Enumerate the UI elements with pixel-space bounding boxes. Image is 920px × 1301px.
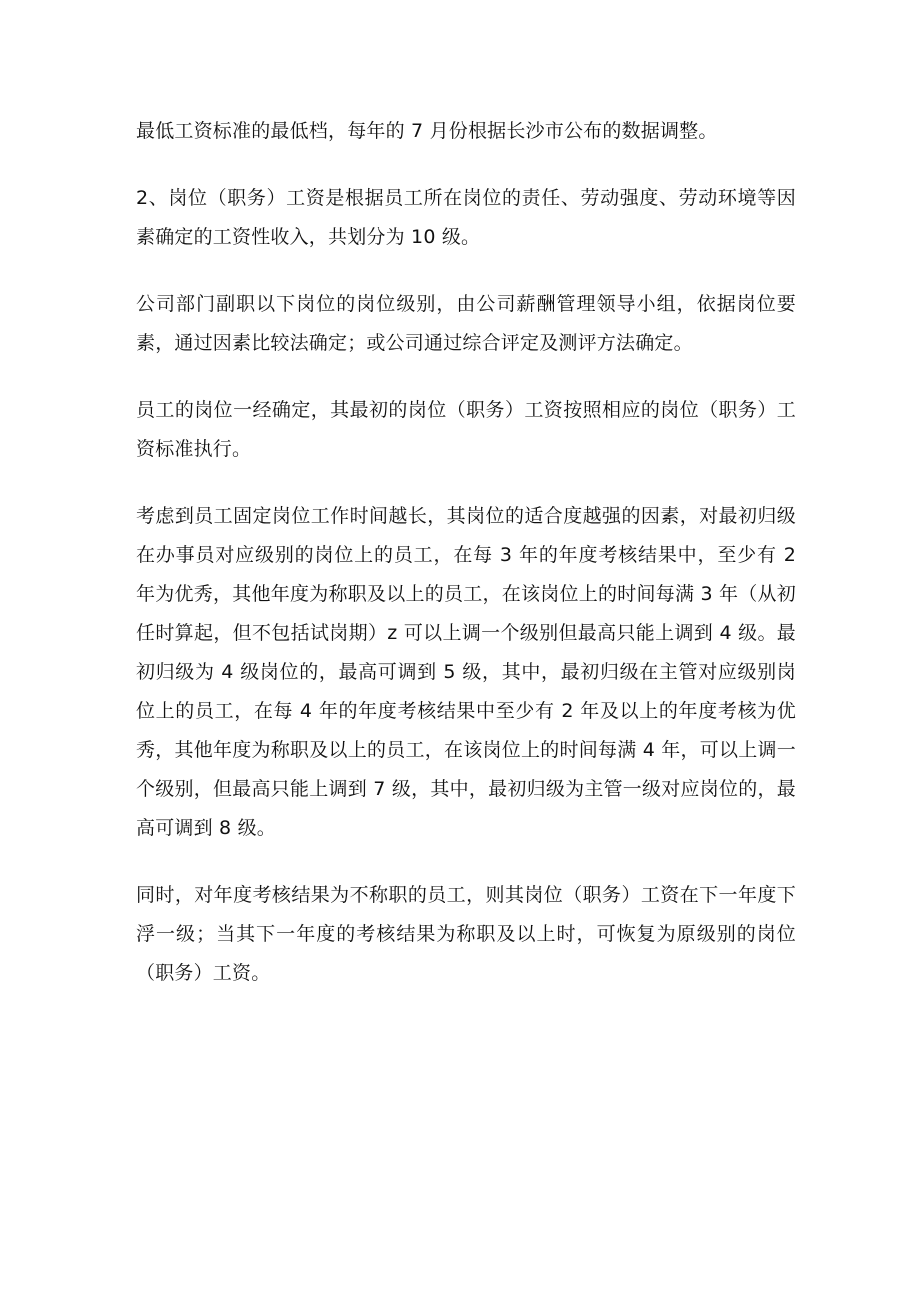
paragraph-position-wage-definition: 2、岗位（职务）工资是根据员工所在岗位的责任、劳动强度、劳动环境等因素确定的工资性收入，共划分为 10 级。 <box>136 187 796 248</box>
paragraph-position-level-determination: 公司部门副职以下岗位的岗位级别，由公司薪酬管理领导小组，依据岗位要素，通过因素比较法确定；或公司通过综合评定及测评方法确定。 <box>136 293 796 354</box>
paragraph-level-demotion-rules: 同时，对年度考核结果为不称职的员工，则其岗位（职务）工资在下一年度下浮一级；当其下一年度的考核结果为称职及以上时，可恢复为原级别的岗位（职务）工资。 <box>136 884 796 984</box>
document-body <box>136 112 796 1021</box>
paragraph-initial-position-wage: 员工的岗位一经确定，其最初的岗位（职务）工资按照相应的岗位（职务）工资标准执行。 <box>136 399 796 460</box>
paragraph-minimum-wage: 最低工资标准的最低档，每年的 7 月份根据长沙市公布的数据调整。 <box>136 120 718 142</box>
paragraph-level-promotion-rules: 考虑到员工固定岗位工作时间越长，其岗位的适合度越强的因素，对最初归级在办事员对应级别的岗位上的员工，在每 3 年的年度考核结果中，至少有 2 年为优秀，其他年度为称职及以上的员工，在该岗位上的时间每满 3 年（从初任时算起，但不包括试岗期）z 可以上调一个级别但最高只能上调到 4 级。最初归级为 4 级岗位的，最高可调到 5 级，其中，最初归级在主管对应级别岗位上的员工，在每 4 年的年度考核结果中至少有 2 年及以上的年度考核为优秀，其他年度为称职及以上的员工，在该岗位上的时间每满 4 年，可以上调一个级别，但最高只能上调到 7 级，其中，最初归级为主管一级对应岗位的，最高可调到 8 级。 <box>136 505 796 839</box>
